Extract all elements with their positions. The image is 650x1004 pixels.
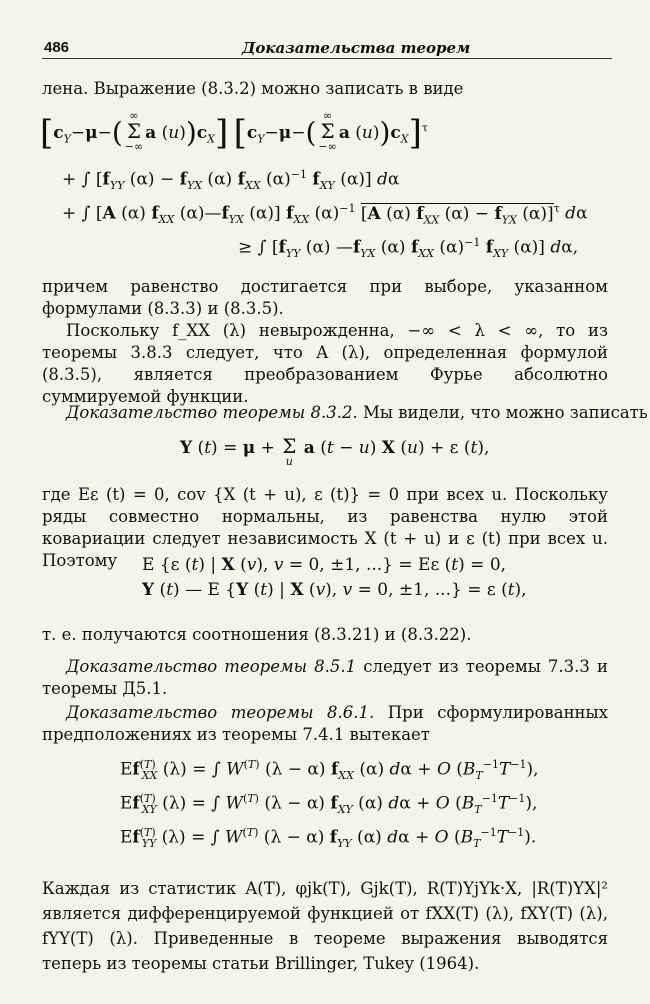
proof-lead-832: Доказательство теоремы 8.3.2. [66, 403, 358, 422]
paragraph-9: Каждая из статистик A(T), φjk(T), Gjk(T), R(T)YjYk·X, |R(T)YX|² является дифференцируемой функцией от fXX(T) (λ), fXY(T) (λ), fYY(T) (λ). Приведенные в теореме выражения выводятся теперь из теоремы статьи Brillinger, Tukey (1964). [42, 879, 608, 973]
equation-5: Y (t) = μ + Σ u a (t − u) X (u) + ε (t), [180, 434, 490, 468]
proof-text-851: следует из теоремы 7.3.3 и теоремы Д5.1. [42, 657, 609, 698]
proof-text-832: Мы видели, что можно записать [362, 403, 648, 422]
running-header [42, 36, 612, 59]
equation-7: Y (t) — E {Y (t) | X (v), v = 0, ±1, ...} = ε (t), [142, 580, 527, 600]
paragraph-8 [42, 702, 608, 746]
equation-9: $Ef^{(T)}_{XY}$ (λ) = ∫ $W^{(T)}$ (λ − α) $f_{XY}$ (α) dα + O $(B_T^{-1}T^{-1})$, [120, 792, 538, 817]
paragraph-6: т. е. получаются соотношения (8.3.21) и (8.3.22). [42, 625, 472, 644]
equation-1: [$c_Y-\mu-(\infty$ Σ −∞a $(u))c_X$] [$c_Y-\mu-(\infty$ Σ −∞a $(u))c_X]^\tau$ [40, 109, 428, 153]
equation-2: + ∫ [$f_{YY}$ $(\alpha) - f_{YX}$ (α) $f_{XX}$ $(\alpha)^{-1}$ $f_{XY}$ (α)] dα [62, 168, 400, 193]
proof-lead-861: Доказательство теоремы 8.6.1. [66, 703, 375, 722]
proof-text-861: При сформулированных предположениях из теоремы 7.4.1 вытекает [42, 703, 608, 744]
paragraph-2: причем равенство достигается при выборе, указанном формулами (8.3.3) и (8.3.5). [42, 277, 608, 318]
paragraph-4 [66, 402, 648, 424]
paragraph-3: Поскольку f_XX (λ) невырожденна, −∞ < λ < ∞, то из теоремы 3.8.3 следует, что A (λ), определенная формулой (8.3.5), является преобразованием Фурье абсолютно суммируемой функции. [42, 321, 608, 406]
proof-lead-851: Доказательство теоремы 8.5.1 [66, 657, 357, 676]
page-number: 486 [44, 39, 70, 56]
equation-10: $Ef^{(T)}_{YY}$ (λ) = ∫ $W^{(T)}$ (λ − α) $f_{YY}$ (α) dα + O $(B_T^{-1}T^{-1})$. [120, 826, 537, 851]
equation-8: $Ef^{(T)}_{XX}$ (λ) = ∫ $W^{(T)}$ (λ − α) $f_{XX}$ (α) dα + O $(B_T^{-1}T^{-1})$, [120, 758, 539, 783]
running-title: Доказательства теорем [242, 39, 471, 57]
equation-6: E {ε (t) | X (v), v = 0, ±1, ...} = Eε (t) = 0, [142, 555, 507, 575]
equation-3: + ∫ [A (α) $f_{XX}$ $(\alpha)—f_{YX}$ (α)] $f_{XX}$ $(\alpha)^{-1}$ [A (α) $f_{XX}$ $(\alpha) - f_{YX}$ (α)]$^\tau$ dα [62, 202, 588, 227]
paragraph-5: где Eε (t) = 0, cov {X (t + u), ε (t)} = 0 при всех u. Поскольку ряды совместно нормальны, из равенства нулю этой ковариации следует независимость X (t + u) и ε (t) при всех u. Поэтому [42, 485, 608, 570]
equation-4: ≥ ∫ [$f_{YY}$ (α) $—f_{YX}$ (α) $f_{XX}$ $(\alpha)^{-1}$ $f_{XY}$ (α)] dα, [238, 236, 579, 261]
paragraph-7 [42, 656, 608, 700]
text-line-1: лена. Выражение (8.3.2) можно записать в виде [42, 79, 464, 98]
